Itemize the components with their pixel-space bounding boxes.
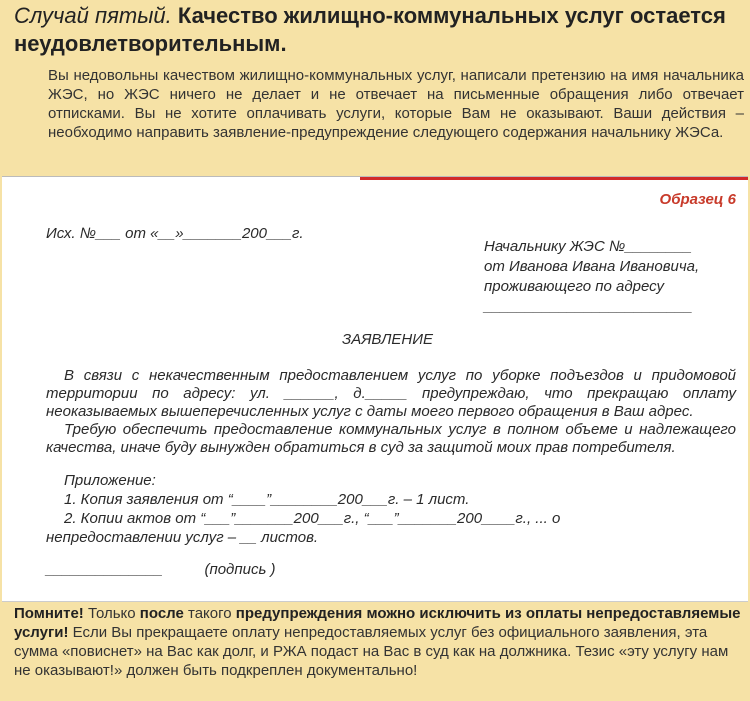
body-paragraph: В связи с некачественным предоставлением услуг по уборке подъездов и придомовой территории по адресу: ул. ______, д._____ предупреждаю, что прекращаю оплату неоказываемых вышеперечисленных услуг с даты моего первого обращения в Ваш адрес.: [46, 367, 736, 420]
recipient-line: проживающего по адресу: [484, 278, 664, 295]
attachments-block: [46, 471, 742, 547]
sample-badge: Образец 6: [659, 191, 736, 208]
recipient-line: Начальнику ЖЭС №________: [484, 238, 692, 255]
document-title: ЗАЯВЛЕНИЕ: [342, 331, 433, 348]
red-divider: [360, 177, 748, 180]
page-heading: [14, 2, 744, 58]
footer-text: Только: [83, 605, 140, 622]
sample-document: [2, 176, 748, 602]
footer-text: такого: [183, 605, 236, 622]
footer-emphasis: предупреждения можно исключить из оплаты непредоставляемые услуги!: [14, 605, 741, 641]
recipient-line: _________________________: [484, 298, 693, 315]
recipient-line: от Иванова Ивана Ивановича,: [484, 258, 700, 275]
case-title: Качество жилищно-коммунальных услуг остается неудовлетворительным.: [14, 3, 726, 56]
footer-note: [14, 604, 744, 680]
signature-line: ______________ (подпись ): [46, 561, 276, 578]
attachments-label: Приложение:: [64, 472, 156, 489]
footer-emphasis: после: [139, 605, 184, 622]
footer-text: Если Вы прекращаете оплату непредоставляемых услуг без официального заявления, эта сумма «повиснет» на Вас как долг, и РЖА подаст на Вас в суд как на должника. Тезис «эту услугу нам не оказывают!» должен быть подкреплен документально!: [14, 624, 729, 679]
attachment-item-continued: непредоставлении услуг – __ листов.: [46, 529, 319, 546]
document-body: [46, 367, 736, 457]
attachment-item: 1. Копия заявления от “____”________200___г. – 1 лист.: [64, 491, 470, 508]
outgoing-number: Исх. №___ от «__»_______200___г.: [46, 225, 304, 242]
body-paragraph: Требую обеспечить предоставление коммунальных услуг в полном объеме и надлежащего качества, иначе буду вынужден обратиться в суд за защитой моих прав потребителя.: [46, 421, 736, 456]
intro-paragraph: Вы недовольны качеством жилищно-коммунальных услуг, написали претензию на имя начальника ЖЭС, но ЖЭС ничего не делает и не отвечает на письменные обращения либо отвечает отписками. Вы не хотите оплачивать услуги, которые Вам не оказывают. Ваши действия – необходимо направить заявление-предупреждение следующего содержания начальнику ЖЭСа.: [48, 67, 744, 141]
remember-label: Помните!: [14, 605, 84, 622]
case-label: Случай пятый.: [14, 3, 172, 28]
attachment-item: 2. Копии актов от “___”_______200___г., “___”_______200____г., ... о: [64, 510, 561, 527]
recipient-block: [484, 237, 744, 317]
